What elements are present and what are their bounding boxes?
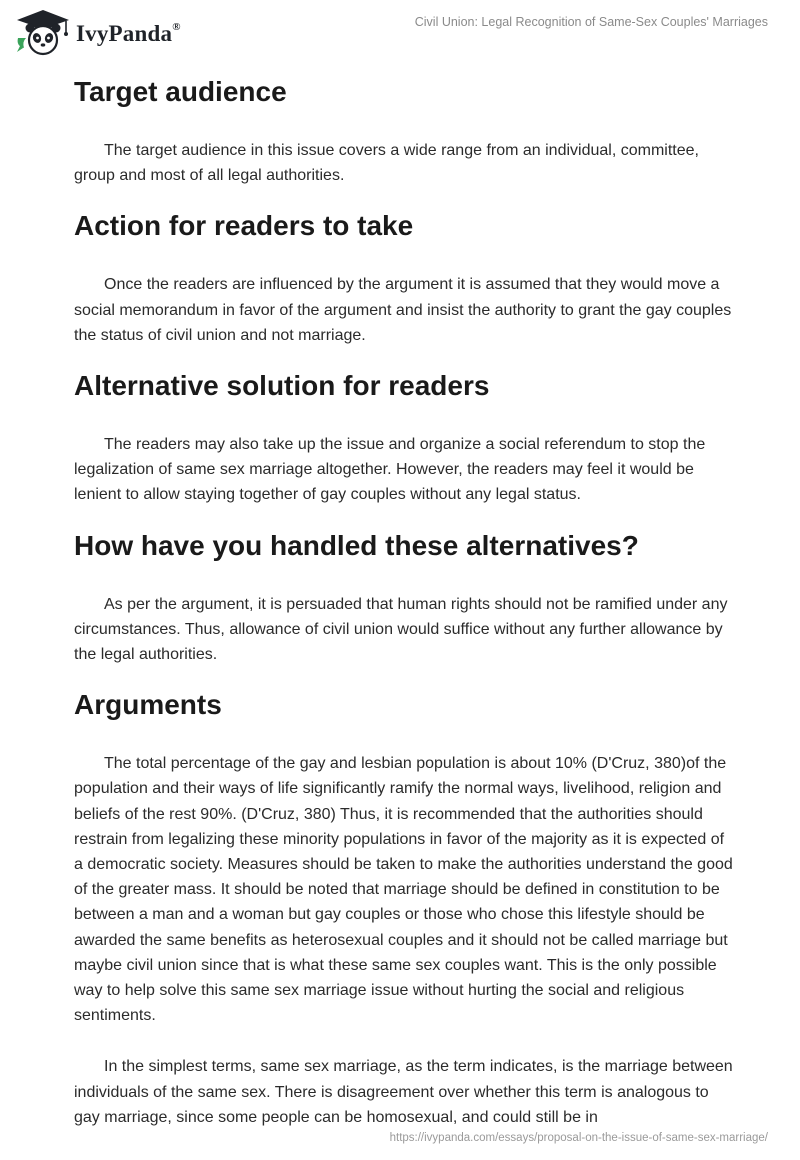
brand-name: IvyPanda®: [76, 21, 181, 46]
paragraph: In the simplest terms, same sex marriage, as the term indicates, is the marriage between individuals of the same sex. There is disagreement over whether this term is analogous to gay marriage, since some people can be homosexual, and could still be in: [74, 1058, 733, 1126]
section-heading: Target audience: [74, 76, 287, 107]
panda-graduate-icon: [14, 8, 72, 56]
page-header: [0, 0, 800, 62]
paragraph: The target audience in this issue covers a wide range from an individual, committee, group and most of all legal authorities.: [74, 142, 699, 185]
brand-logo[interactable]: [14, 8, 181, 56]
section-heading: Arguments: [74, 689, 222, 721]
paragraph: Once the readers are influenced by the argument it is assumed that they would move a social memorandum in favor of the argument and insist the authority to grant the gay couples the status of civil union and not marriage.: [74, 276, 732, 344]
source-url[interactable]: https://ivypanda.com/essays/proposal-on-the-issue-of-same-sex-marriage/: [389, 1132, 768, 1144]
document-title: Civil Union: Legal Recognition of Same-Sex Couples' Marriages: [414, 15, 768, 29]
section-heading: Action for readers to take: [74, 210, 414, 242]
section-heading: Alternative solution for readers: [74, 370, 490, 402]
paragraph: The readers may also take up the issue and organize a social referendum to stop the legalization of same sex marriage altogether. However, the readers may feel it would be lenient to allow staying together of gay couples without any legal status.: [74, 436, 706, 504]
paragraph: The total percentage of the gay and lesbian population is about 10% (D'Cruz, 380)of the population and their ways of life significantly ramify the normal ways, livelihood, religion and beliefs of the rest 90%. (D'Cruz, 380) Thus, it is recommended that the authorities should restrain from legalizing these minority populations in favor of the majority as it is expected of a democratic society. Measures should be taken to make the authorities understand the good of the greater mass. It should be noted that marriage should be defined in constitution to be between a man and a woman but gay couples or those who chose this lifestyle should be awarded the same benefits as heterosexual couples and it should not be called marriage but maybe civil union since that is what these same sex couples want. This is the only possible way to help solve this same sex marriage issue without hurting the social and religious sentiments.: [74, 755, 733, 1025]
essay-body: [74, 70, 734, 1130]
paragraph: As per the argument, it is persuaded that human rights should not be ramified under any circumstances. Thus, allowance of civil union would suffice without any further allowance by the legal authorities.: [74, 595, 728, 664]
section-heading: How have you handled these alternatives?: [74, 529, 639, 561]
